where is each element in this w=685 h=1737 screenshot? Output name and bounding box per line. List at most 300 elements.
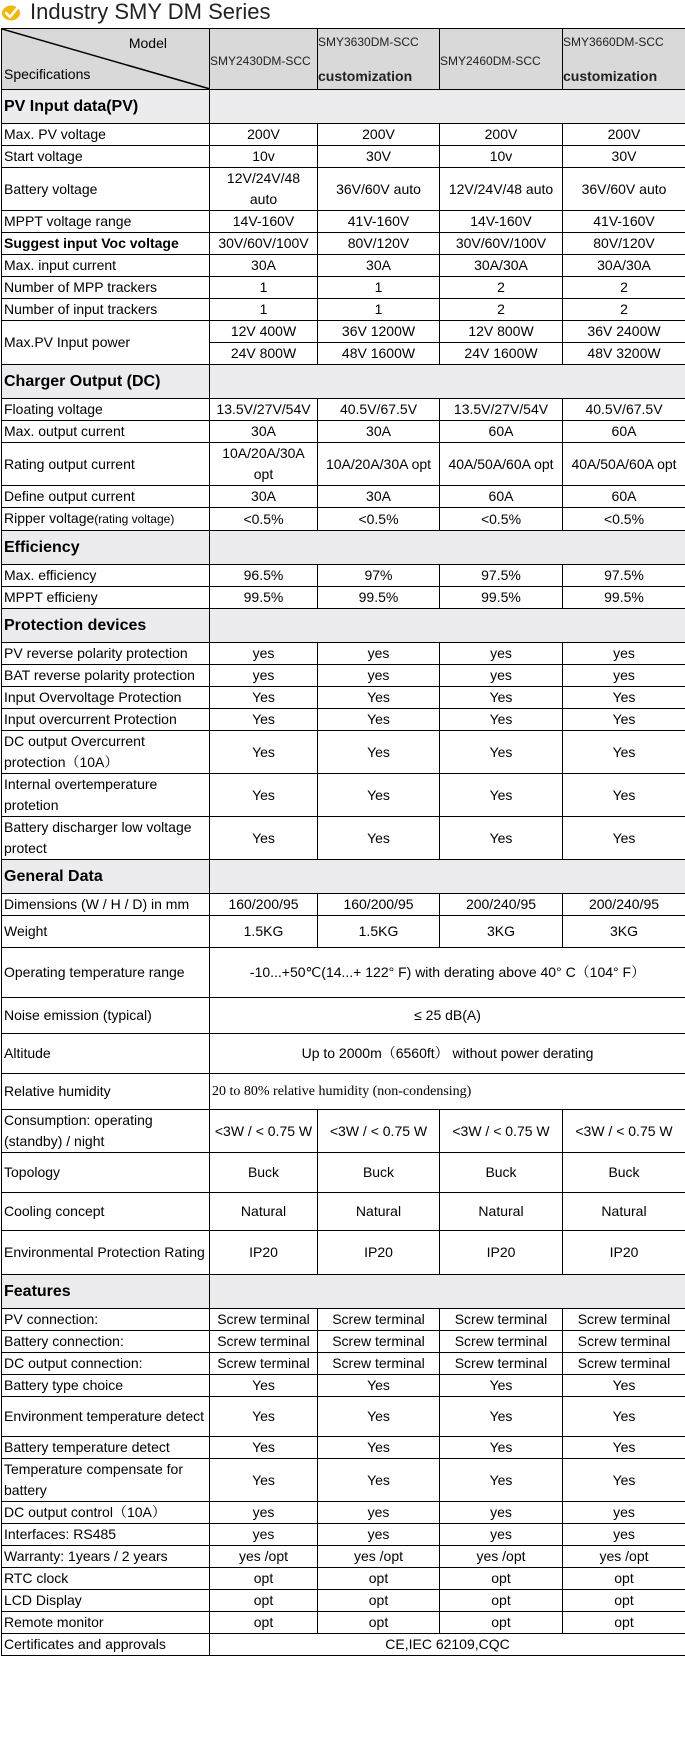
spec-label (2, 211, 210, 233)
spec-row (2, 587, 685, 609)
spec-row (2, 255, 685, 277)
spec-value: 41V-160V (318, 211, 440, 233)
spec-label (2, 894, 210, 916)
spec-row (2, 1524, 685, 1546)
spec-value: Yes (563, 774, 685, 817)
spec-label-text: RTC clock (4, 1570, 69, 1586)
spec-label-text: DC output control（10A） (4, 1504, 166, 1520)
spec-value: yes (318, 1502, 440, 1524)
spec-label (2, 1193, 210, 1231)
spec-label (2, 508, 210, 531)
model-label: Model (128, 35, 167, 51)
spec-label (2, 233, 210, 255)
spec-value: 1 (210, 277, 318, 299)
spec-row (2, 168, 685, 211)
spec-value: yes (318, 1524, 440, 1546)
spec-value: yes (210, 643, 318, 665)
section-header-row (2, 609, 685, 643)
spec-value-merged: -10...+50℃(14...+ 122° F) with derating above 40° C（104° F） (210, 948, 685, 998)
spec-label-text: Number of input trackers (4, 301, 158, 317)
spec-value: 2 (440, 299, 563, 321)
spec-value: 14V-160V (210, 211, 318, 233)
spec-row (2, 508, 685, 531)
spec-value: 1.5KG (210, 916, 318, 948)
spec-value: yes (318, 643, 440, 665)
spec-label-text: Define output current (4, 488, 135, 504)
spec-label-text: Max. efficiency (4, 567, 97, 583)
spec-value: opt (210, 1612, 318, 1634)
spec-label (2, 1634, 210, 1656)
spec-label-text: Battery type choice (4, 1377, 124, 1393)
spec-label-text: Battery voltage (4, 180, 98, 197)
spec-row (2, 211, 685, 233)
spec-value: 80V/120V (563, 233, 685, 255)
spec-value: Screw terminal (440, 1331, 563, 1353)
spec-label (2, 817, 210, 860)
spec-value: yes (563, 1524, 685, 1546)
spec-label-text: LCD Display (4, 1592, 82, 1608)
spec-label-text: Input overcurrent Protection (4, 711, 177, 727)
spec-label (2, 665, 210, 687)
spec-label-text: Start voltage (4, 148, 83, 164)
spec-value: Yes (318, 774, 440, 817)
spec-value: <3W / < 0.75 W (318, 1110, 440, 1153)
spec-label (2, 709, 210, 731)
spec-value: Screw terminal (563, 1353, 685, 1375)
spec-value: 10v (210, 146, 318, 168)
spec-row (2, 299, 685, 321)
spec-value: 1.5KG (318, 916, 440, 948)
spec-value: <3W / < 0.75 W (210, 1110, 318, 1153)
spec-value: Yes (563, 731, 685, 774)
spec-value: <0.5% (563, 508, 685, 531)
spec-value: yes (210, 1502, 318, 1524)
spec-value: 30A (318, 421, 440, 443)
spec-label (2, 916, 210, 948)
spec-label (2, 687, 210, 709)
spec-value: yes (210, 665, 318, 687)
spec-label (2, 643, 210, 665)
spec-value: 36V/60V auto (318, 168, 440, 211)
spec-value: 30A (318, 255, 440, 277)
spec-value: 40A/50A/60A opt (440, 443, 563, 486)
spec-value: 30A/30A (440, 255, 563, 277)
spec-label-text: Battery connection: (4, 1333, 124, 1349)
spec-value: 40A/50A/60A opt (563, 443, 685, 486)
spec-value: Yes (440, 1397, 563, 1437)
spec-value: Screw terminal (318, 1353, 440, 1375)
spec-value: 30A (210, 486, 318, 508)
spec-value: 30A (210, 255, 318, 277)
section-fill (210, 365, 685, 399)
spec-value: Natural (563, 1193, 685, 1231)
spec-label-text: Cooling concept (4, 1203, 105, 1219)
spec-value: Natural (210, 1193, 318, 1231)
section-header-row (2, 860, 685, 894)
spec-label (2, 1375, 210, 1397)
spec-label-text: Temperature compensate for battery (4, 1461, 183, 1498)
spec-value: Yes (210, 774, 318, 817)
spec-label-text: DC output connection: (4, 1355, 143, 1371)
spec-value: opt (318, 1612, 440, 1634)
spec-label (2, 731, 210, 774)
spec-value: 10A/20A/30A opt (318, 443, 440, 486)
spec-value: Yes (440, 1375, 563, 1397)
spec-value: 200V (440, 124, 563, 146)
spec-value: Yes (318, 1397, 440, 1437)
spec-value: opt (563, 1590, 685, 1612)
spec-value: Yes (563, 1375, 685, 1397)
spec-value: Screw terminal (210, 1331, 318, 1353)
spec-label (2, 299, 210, 321)
spec-value: Yes (318, 687, 440, 709)
spec-label-text: Environment temperature detect (4, 1408, 204, 1424)
spec-value: yes (563, 665, 685, 687)
spec-row (2, 421, 685, 443)
spec-label-text: Warranty: 1years / 2 years (4, 1548, 168, 1564)
spec-label (2, 146, 210, 168)
model-header-4: SMY3660DM-SCC customization (563, 29, 685, 90)
spec-value-merged: ≤ 25 dB(A) (210, 998, 685, 1034)
spec-row (2, 1437, 685, 1459)
spec-label (2, 255, 210, 277)
spec-value: yes (440, 1524, 563, 1546)
spec-value: Buck (210, 1153, 318, 1193)
spec-value: opt (440, 1568, 563, 1590)
section-header-row (2, 1275, 685, 1309)
spec-row (2, 894, 685, 916)
page-title (0, 0, 685, 28)
spec-value: opt (440, 1590, 563, 1612)
spec-label (2, 1110, 210, 1153)
spec-value: 2 (563, 299, 685, 321)
spec-value: Buck (318, 1153, 440, 1193)
section-title: PV Input data(PV) (2, 90, 210, 124)
spec-table (1, 28, 685, 1656)
spec-value: 12V/24V/48 auto (440, 168, 563, 211)
spec-value: <0.5% (210, 508, 318, 531)
spec-value: opt (440, 1612, 563, 1634)
spec-row (2, 233, 685, 255)
spec-value: Screw terminal (440, 1353, 563, 1375)
spec-value: 60A (440, 486, 563, 508)
spec-label (2, 1524, 210, 1546)
spec-value: Natural (318, 1193, 440, 1231)
spec-value: yes /opt (318, 1546, 440, 1568)
spec-label (2, 587, 210, 609)
spec-value: Screw terminal (563, 1309, 685, 1331)
spec-label-note: (rating voltage) (94, 512, 175, 526)
spec-value: Screw terminal (210, 1309, 318, 1331)
spec-value: 30V (318, 146, 440, 168)
spec-row (2, 1568, 685, 1590)
spec-value: Yes (318, 1375, 440, 1397)
spec-label (2, 565, 210, 587)
spec-value: Buck (563, 1153, 685, 1193)
spec-value: 13.5V/27V/54V (440, 399, 563, 421)
spec-label (2, 1590, 210, 1612)
section-title: Features (2, 1275, 210, 1309)
spec-label (2, 1074, 210, 1110)
spec-row (2, 948, 685, 998)
spec-row (2, 1309, 685, 1331)
spec-label-text: Max. input current (4, 257, 117, 273)
spec-value: yes (210, 1524, 318, 1546)
spec-label-text: Max. PV voltage (4, 126, 106, 142)
spec-value: IP20 (563, 1231, 685, 1275)
spec-label-text: PV reverse polarity protection (4, 645, 188, 661)
spec-value: 14V-160V (440, 211, 563, 233)
spec-row (2, 277, 685, 299)
spec-row (2, 124, 685, 146)
spec-label-text: Consumption: operating (standby) / night (4, 1112, 153, 1149)
spec-value: 12V/24V/48 auto (210, 168, 318, 211)
spec-value: 40.5V/67.5V (318, 399, 440, 421)
spec-value: Yes (210, 709, 318, 731)
spec-value: Yes (563, 1397, 685, 1437)
spec-value: opt (210, 1568, 318, 1590)
spec-label-text: Battery temperature detect (4, 1439, 170, 1455)
spec-row (2, 817, 685, 860)
spec-value: Yes (440, 817, 563, 860)
spec-value: 97.5% (563, 565, 685, 587)
spec-row (2, 709, 685, 731)
spec-value: Yes (210, 731, 318, 774)
spec-value: opt (318, 1590, 440, 1612)
spec-value: Yes (563, 817, 685, 860)
section-header-row (2, 365, 685, 399)
spec-value: 30A/30A (563, 255, 685, 277)
spec-label-text: Environmental Protection Rating (4, 1244, 205, 1260)
spec-value: Yes (440, 731, 563, 774)
spec-value: 24V 1600W (440, 343, 563, 365)
spec-value: Buck (440, 1153, 563, 1193)
spec-value: <0.5% (440, 508, 563, 531)
spec-value: yes (440, 643, 563, 665)
spec-label-text: Operating temperature range (4, 964, 185, 980)
specifications-label: Specifications (4, 66, 91, 82)
spec-row (2, 1193, 685, 1231)
spec-value: Yes (318, 1437, 440, 1459)
spec-row (2, 731, 685, 774)
spec-row (2, 443, 685, 486)
spec-value: 48V 1600W (318, 343, 440, 365)
spec-value: yes /opt (440, 1546, 563, 1568)
spec-label (2, 1546, 210, 1568)
spec-row (2, 643, 685, 665)
spec-value: 99.5% (563, 587, 685, 609)
spec-value: IP20 (210, 1231, 318, 1275)
spec-label-text: Ripper voltage (4, 510, 95, 526)
spec-value-merged: CE,IEC 62109,CQC (210, 1634, 685, 1656)
spec-value: 200V (210, 124, 318, 146)
spec-value: Screw terminal (318, 1309, 440, 1331)
spec-label (2, 1459, 210, 1502)
spec-value: 60A (563, 421, 685, 443)
spec-row (2, 687, 685, 709)
spec-value: Yes (210, 1375, 318, 1397)
spec-row (2, 1397, 685, 1437)
spec-value: 13.5V/27V/54V (210, 399, 318, 421)
spec-row (2, 1590, 685, 1612)
checkmark-logo-icon (2, 3, 22, 21)
spec-label (2, 998, 210, 1034)
spec-value: 2 (440, 277, 563, 299)
spec-row (2, 774, 685, 817)
spec-value: 60A (563, 486, 685, 508)
spec-label-text: Number of MPP trackers (4, 279, 158, 295)
spec-value: Yes (210, 1437, 318, 1459)
spec-row (2, 146, 685, 168)
spec-label (2, 1612, 210, 1634)
spec-row (2, 916, 685, 948)
spec-value: Yes (318, 709, 440, 731)
spec-value: Yes (318, 731, 440, 774)
spec-label-text: Battery discharger low voltage protect (4, 819, 192, 856)
spec-row (2, 1546, 685, 1568)
spec-value: 1 (210, 299, 318, 321)
spec-label (2, 168, 210, 211)
spec-label-text: Dimensions (W / H / D) in mm (4, 896, 190, 912)
spec-value: Yes (563, 709, 685, 731)
spec-row (2, 998, 685, 1034)
spec-row (2, 1231, 685, 1275)
section-header-row (2, 531, 685, 565)
spec-label (2, 1153, 210, 1193)
spec-value: <3W / < 0.75 W (563, 1110, 685, 1153)
spec-value: 200V (318, 124, 440, 146)
spec-value: 160/200/95 (318, 894, 440, 916)
spec-label-text: Suggest input Voc voltage (4, 235, 179, 251)
section-header-row (2, 90, 685, 124)
spec-value: Yes (440, 1437, 563, 1459)
spec-label-text: Max.PV Input power (4, 334, 131, 350)
section-fill (210, 860, 685, 894)
spec-value: 12V 400W (210, 321, 318, 343)
spec-value: 10A/20A/30A opt (210, 443, 318, 486)
spec-label-text: Max. output current (4, 423, 125, 439)
spec-value: 30A (210, 421, 318, 443)
spec-label (2, 277, 210, 299)
spec-value: <0.5% (318, 508, 440, 531)
spec-label-text: MPPT voltage range (4, 213, 132, 229)
spec-value: 10v (440, 146, 563, 168)
spec-label-text: Internal overtemperature protetion (4, 776, 158, 813)
spec-label (2, 443, 210, 486)
spec-value: Screw terminal (210, 1353, 318, 1375)
section-fill (210, 1275, 685, 1309)
spec-label-text: Remote monitor (4, 1614, 104, 1630)
spec-label-text: Noise emission (typical) (4, 1007, 152, 1023)
spec-label (2, 1034, 210, 1074)
spec-value: 48V 3200W (563, 343, 685, 365)
spec-label-text: Relative humidity (4, 1083, 111, 1099)
spec-row (2, 399, 685, 421)
spec-row (2, 1634, 685, 1656)
spec-value: yes (318, 665, 440, 687)
spec-label (2, 421, 210, 443)
spec-label-text: Interfaces: RS485 (4, 1526, 117, 1542)
spec-value: 160/200/95 (210, 894, 318, 916)
spec-value: yes (440, 1502, 563, 1524)
spec-value: yes /opt (563, 1546, 685, 1568)
spec-value: 2 (563, 277, 685, 299)
model-spec-corner (2, 29, 210, 90)
spec-value: 200/240/95 (563, 894, 685, 916)
page-title-text: Industry SMY DM Series (30, 0, 271, 24)
spec-value: 24V 800W (210, 343, 318, 365)
spec-label (2, 1353, 210, 1375)
spec-label (2, 1231, 210, 1275)
spec-label (2, 1309, 210, 1331)
spec-row (2, 1375, 685, 1397)
spec-value: 97% (318, 565, 440, 587)
spec-row (2, 1331, 685, 1353)
section-title: Protection devices (2, 609, 210, 643)
spec-row (2, 486, 685, 508)
spec-value: yes (563, 643, 685, 665)
section-fill (210, 90, 685, 124)
spec-value: 80V/120V (318, 233, 440, 255)
spec-row (2, 1034, 685, 1074)
spec-value: Screw terminal (318, 1331, 440, 1353)
spec-value: 200V (563, 124, 685, 146)
spec-label-text: PV connection: (4, 1311, 99, 1327)
spec-label (2, 124, 210, 146)
spec-row (2, 1353, 685, 1375)
model-header-1: SMY2430DM-SCC (210, 29, 318, 90)
spec-value: yes (563, 1502, 685, 1524)
spec-value: Yes (210, 687, 318, 709)
section-title: Efficiency (2, 531, 210, 565)
spec-row (2, 1110, 685, 1153)
spec-value: opt (318, 1568, 440, 1590)
spec-label (2, 1397, 210, 1437)
section-title: General Data (2, 860, 210, 894)
spec-value: 40.5V/67.5V (563, 399, 685, 421)
spec-value: Yes (210, 1459, 318, 1502)
spec-value: 99.5% (210, 587, 318, 609)
spec-value: 36V 1200W (318, 321, 440, 343)
spec-value: opt (563, 1568, 685, 1590)
spec-value: Screw terminal (440, 1309, 563, 1331)
spec-label (2, 774, 210, 817)
spec-value: IP20 (318, 1231, 440, 1275)
spec-value: IP20 (440, 1231, 563, 1275)
spec-label (2, 1437, 210, 1459)
spec-label-text: Rating output current (4, 455, 135, 472)
section-title: Charger Output (DC) (2, 365, 210, 399)
section-fill (210, 609, 685, 643)
spec-value: opt (563, 1612, 685, 1634)
spec-value: Yes (563, 687, 685, 709)
model-header-3: SMY2460DM-SCC (440, 29, 563, 90)
spec-label (2, 321, 210, 365)
spec-row (2, 1502, 685, 1524)
spec-row (2, 1153, 685, 1193)
spec-value: Yes (440, 774, 563, 817)
model-header-2: SMY3630DM-SCC customization (318, 29, 440, 90)
spec-value: Yes (210, 817, 318, 860)
header-row (2, 29, 685, 90)
spec-label (2, 399, 210, 421)
spec-value: 30V/60V/100V (440, 233, 563, 255)
spec-value: 36V/60V auto (563, 168, 685, 211)
spec-label-text: DC output Overcurrent protection（10A） (4, 733, 145, 770)
spec-row (2, 321, 685, 343)
spec-value: 200/240/95 (440, 894, 563, 916)
spec-label (2, 1502, 210, 1524)
